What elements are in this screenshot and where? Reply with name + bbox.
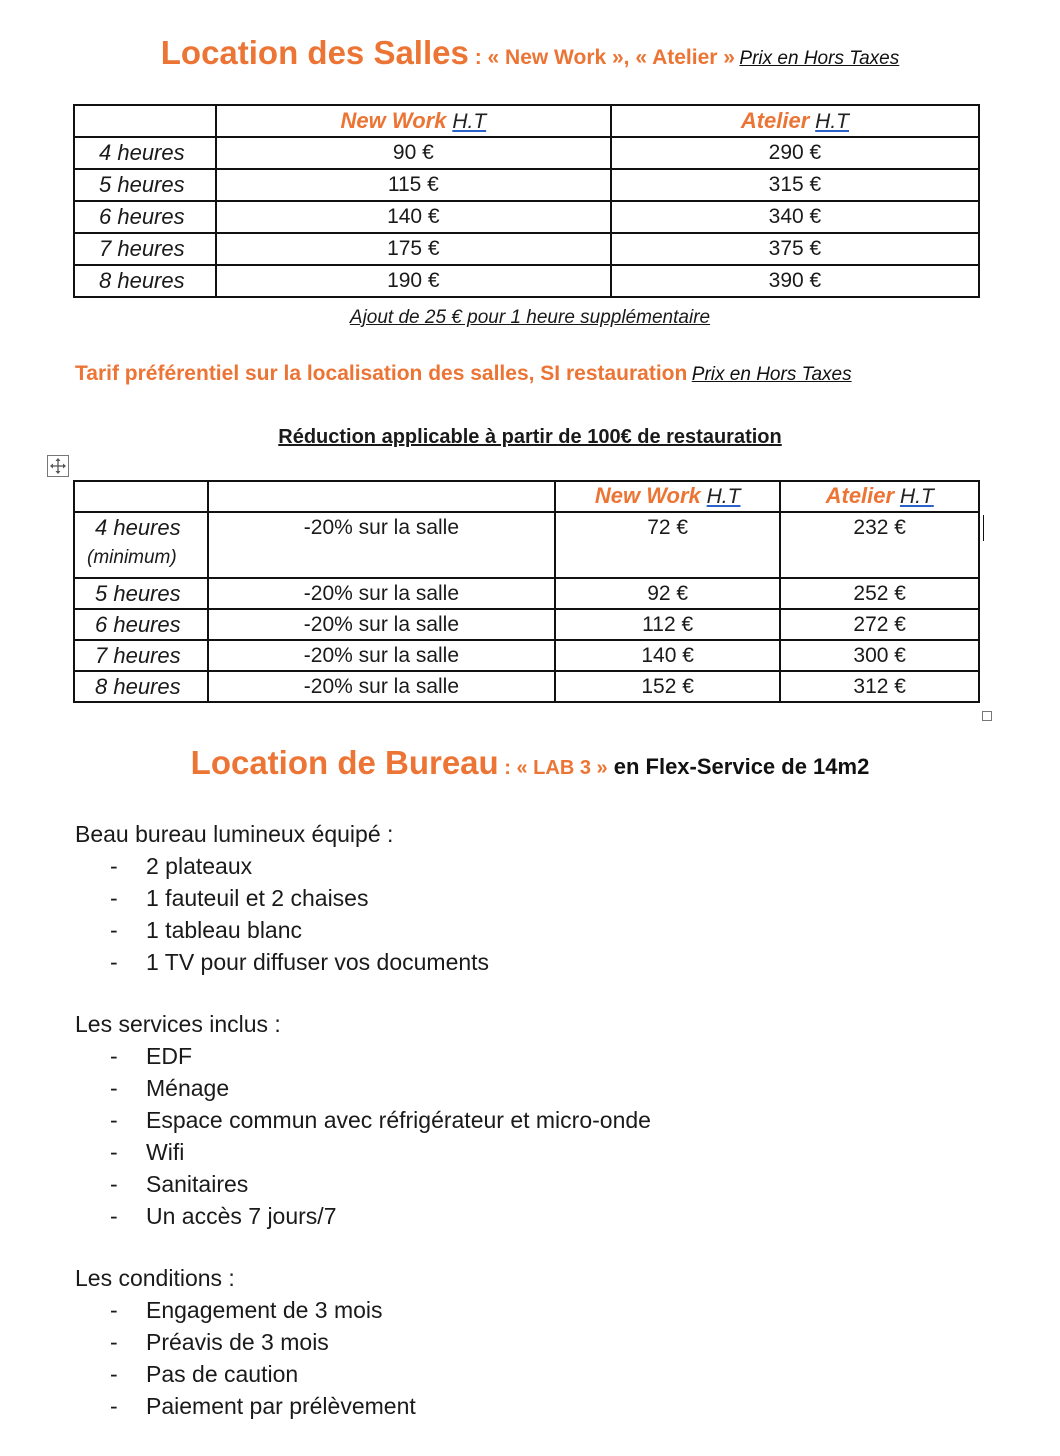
list-item: - Engagement de 3 mois [110, 1297, 383, 1323]
price-cell: 115 € [216, 169, 611, 201]
price-cell: 375 € [611, 233, 979, 265]
services-section [75, 1008, 651, 1232]
price-cell: 90 € [216, 137, 611, 169]
hours-cell: 8 heures [74, 671, 208, 702]
price-cell: 300 € [780, 640, 979, 671]
hours-cell: 4 heures [74, 137, 216, 169]
list-item: - Paiement par prélèvement [110, 1393, 416, 1419]
title-tarif-preferentiel [75, 362, 852, 386]
desk-heading: Beau bureau lumineux équipé : [75, 821, 394, 847]
table-resize-handle[interactable] [982, 711, 992, 721]
list-item: - EDF [110, 1043, 192, 1069]
list-item: - 1 TV pour diffuser vos documents [110, 949, 490, 975]
list-item: - Sanitaires [110, 1171, 249, 1197]
price-cell: 175 € [216, 233, 611, 265]
price-cell: 112 € [555, 609, 780, 640]
text-cursor [983, 515, 984, 541]
list-item: - Pas de caution [110, 1361, 299, 1387]
price-cell: 92 € [555, 578, 780, 609]
table-row [74, 265, 979, 297]
list-item: - Espace commun avec réfrigérateur et micro-onde [110, 1107, 651, 1133]
list-item: - 1 tableau blanc [110, 917, 303, 943]
list-item: - Un accès 7 jours/7 [110, 1203, 337, 1229]
title1-sub: : « New Work », « Atelier » [468, 46, 735, 69]
title3-main: Location de Bureau [190, 744, 499, 781]
discount-cell: -20% sur la salle [208, 640, 555, 671]
hours-cell: 7 heures [74, 640, 208, 671]
price-cell: 290 € [611, 137, 979, 169]
table-row [74, 640, 979, 671]
price-cell: 232 € [780, 512, 979, 578]
price-cell: 272 € [780, 609, 979, 640]
discount-cell: -20% sur la salle [208, 578, 555, 609]
desk-section [75, 818, 489, 978]
table-reduced-prices [73, 480, 980, 703]
title2-main: Tarif préférentiel sur la localisation des salles, SI restauration [75, 362, 688, 385]
table-row [74, 512, 979, 578]
table-salles-prices [73, 104, 980, 298]
price-cell: 152 € [555, 671, 780, 702]
list-item: - Ménage [110, 1075, 230, 1101]
header-cell-new-work: New Work H.T [555, 481, 780, 512]
header-cell-empty [208, 481, 555, 512]
hours-cell: 5 heures [74, 169, 216, 201]
table-row [74, 609, 979, 640]
hours-cell: 6 heures [74, 609, 208, 640]
conditions-heading: Les conditions : [75, 1265, 235, 1291]
title1-main: Location des Salles [160, 34, 469, 71]
header-cell-atelier: Atelier H.T [611, 105, 979, 137]
minimum-label: (minimum) [87, 547, 177, 568]
title-location-salles [0, 34, 1060, 72]
services-heading: Les services inclus : [75, 1011, 281, 1037]
discount-cell: -20% sur la salle [208, 609, 555, 640]
hours-cell: 8 heures [74, 265, 216, 297]
title-location-bureau [0, 744, 1060, 782]
price-cell: 340 € [611, 201, 979, 233]
desk-list [75, 850, 489, 978]
conditions-list [75, 1294, 416, 1422]
hours-cell: 4 heures (minimum) [74, 512, 208, 578]
list-item: - Wifi [110, 1139, 185, 1165]
price-cell: 140 € [555, 640, 780, 671]
table-row [74, 233, 979, 265]
price-cell: 252 € [780, 578, 979, 609]
discount-cell: -20% sur la salle [208, 512, 555, 578]
hours-cell: 6 heures [74, 201, 216, 233]
table-row [74, 671, 979, 702]
header-cell-new-work: New Work H.T [216, 105, 611, 137]
reduction-heading: Réduction applicable à partir de 100€ de restauration [278, 426, 782, 448]
hours-cell: 5 heures [74, 578, 208, 609]
header-cell-empty [74, 481, 208, 512]
price-cell: 72 € [555, 512, 780, 578]
four-way-arrow-icon[interactable] [47, 455, 69, 477]
table-row [74, 137, 979, 169]
title1-note: Prix en Hors Taxes [739, 48, 900, 69]
table-header-row [74, 481, 979, 512]
title3-rest: en Flex-Service de 14m2 [607, 754, 870, 779]
price-cell: 190 € [216, 265, 611, 297]
services-list [75, 1040, 651, 1232]
title3-sub: : « LAB 3 » [498, 757, 608, 779]
table-row [74, 169, 979, 201]
table-row [74, 578, 979, 609]
price-cell: 312 € [780, 671, 979, 702]
conditions-section [75, 1262, 416, 1422]
discount-cell: -20% sur la salle [208, 671, 555, 702]
table-row [74, 201, 979, 233]
price-cell: 140 € [216, 201, 611, 233]
price-cell: 390 € [611, 265, 979, 297]
extra-hour-note: Ajout de 25 € pour 1 heure supplémentaire [349, 307, 711, 328]
header-cell-empty [74, 105, 216, 137]
header-cell-atelier: Atelier H.T [780, 481, 979, 512]
price-cell: 315 € [611, 169, 979, 201]
list-item: - 2 plateaux [110, 853, 253, 879]
title2-note: Prix en Hors Taxes [691, 364, 852, 385]
hours-cell: 7 heures [74, 233, 216, 265]
table-header-row [74, 105, 979, 137]
list-item: - 1 fauteuil et 2 chaises [110, 885, 369, 911]
list-item: - Préavis de 3 mois [110, 1329, 329, 1355]
